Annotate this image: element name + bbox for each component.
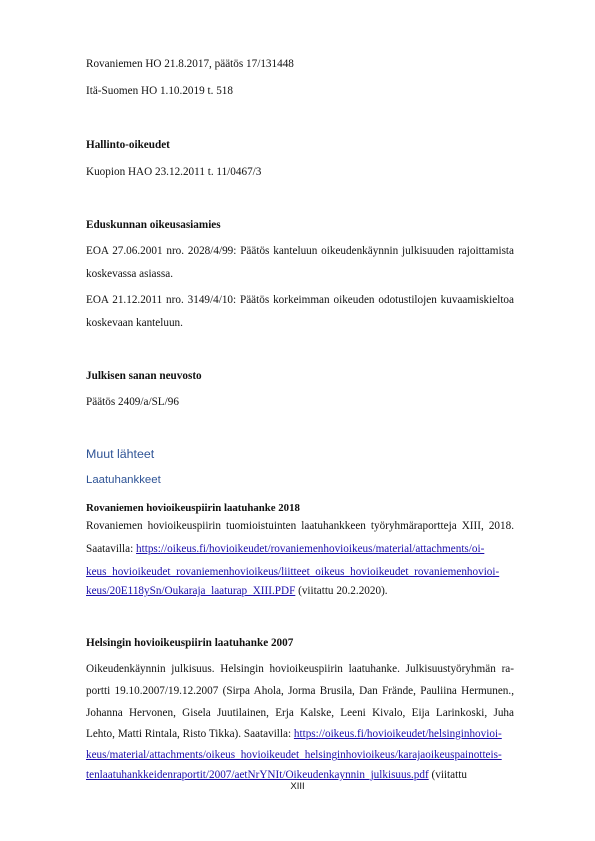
reference-line: Itä-Suomen HO 1.10.2019 t. 518: [86, 85, 233, 97]
project-title: Helsingin hovioikeuspiirin laatuhanke 2007: [86, 637, 294, 649]
reference-line: Päätös 2409/a/SL/96: [86, 396, 179, 408]
reference-line: Kuopion HAO 23.12.2011 t. 11/0467/3: [86, 166, 262, 178]
reference-line: [86, 768, 467, 782]
reference-line: koskevaan kanteluun.: [86, 317, 183, 329]
page-number: XIII: [290, 781, 305, 792]
available-label: Saatavilla:: [86, 543, 134, 555]
reference-line: Rovaniemen HO 21.8.2017, päätös 17/131448: [86, 58, 294, 70]
section-heading-admin-courts: Hallinto-oikeudet: [86, 139, 170, 151]
cited-date: (viitattu 20.2.2020).: [298, 585, 388, 597]
reference-text: Lehto, Matti Rintala, Risto Tikka). Saatavilla:: [86, 728, 292, 740]
reference-line: [86, 565, 499, 579]
reference-line: [86, 584, 388, 598]
rovaniemi-report-link[interactable]: https://oikeus.fi/hovioikeudet/rovaniemenhovioikeus/material/attachments/oi-: [136, 543, 485, 555]
project-title: Rovaniemen hovioikeuspiirin laatuhanke 2018: [86, 502, 300, 514]
helsinki-report-link[interactable]: keus/material/attachments/oikeus_hovioikeudet_helsinginhovioikeus/karajaoikeuspainotteis-: [86, 749, 502, 761]
rovaniemi-report-link[interactable]: keus_hovioikeudet_rovaniemenhovioikeus/liitteet_oikeus_hovioikeudet_rovaniemenhovioi-: [86, 566, 500, 578]
reference-line: [86, 727, 502, 741]
reference-line: Oikeudenkäynnin julkisuus. Helsingin hovioikeuspiirin laatuhanke. Julkisuustyöryhmän ra-: [86, 663, 514, 675]
reference-line: EOA 27.06.2001 nro. 2028/4/99: Päätös kanteluun oikeudenkäynnin julkisuuden rajoittamista: [86, 245, 514, 257]
reference-line: koskevassa asiassa.: [86, 268, 173, 280]
rovaniemi-report-link[interactable]: keus/20E118ySn/Oukaraja_laaturap_XIII.PDF: [86, 585, 296, 597]
reference-line: EOA 21.12.2011 nro. 3149/4/10: Päätös korkeimman oikeuden odotustilojen kuvaamiskieltoa: [86, 294, 514, 306]
reference-line: portti 19.10.2007/19.12.2007 (Sirpa Ahola, Jorma Brusila, Dan Frände, Pauliina Hermunen.,: [86, 685, 514, 697]
helsinki-report-link[interactable]: tenlaatuhankkeidenraportit/2007/aetNrYNIt/Oikeudenkaynnin_julkisuus.pdf: [86, 769, 429, 781]
section-heading-press-council: Julkisen sanan neuvosto: [86, 370, 202, 382]
reference-line: [86, 748, 502, 762]
reference-line: [86, 542, 484, 556]
section-heading-other-sources: Muut lähteet: [86, 447, 155, 461]
cited-date: (viitattu: [431, 769, 467, 781]
reference-line: Rovaniemen hovioikeuspiirin tuomioistuinten laatuhankkeen työryhmäraportteja XIII, 2018.: [86, 520, 514, 532]
reference-line: Johanna Hervonen, Gisela Juutilainen, Erja Kalske, Leeni Kivalo, Eija Larinkoski, Juha: [86, 707, 514, 719]
helsinki-report-link[interactable]: https://oikeus.fi/hovioikeudet/helsinginhovioi-: [293, 728, 502, 740]
subheading-quality-projects: Laatuhankkeet: [86, 474, 161, 486]
section-heading-ombudsman: Eduskunnan oikeusasiamies: [86, 219, 221, 231]
